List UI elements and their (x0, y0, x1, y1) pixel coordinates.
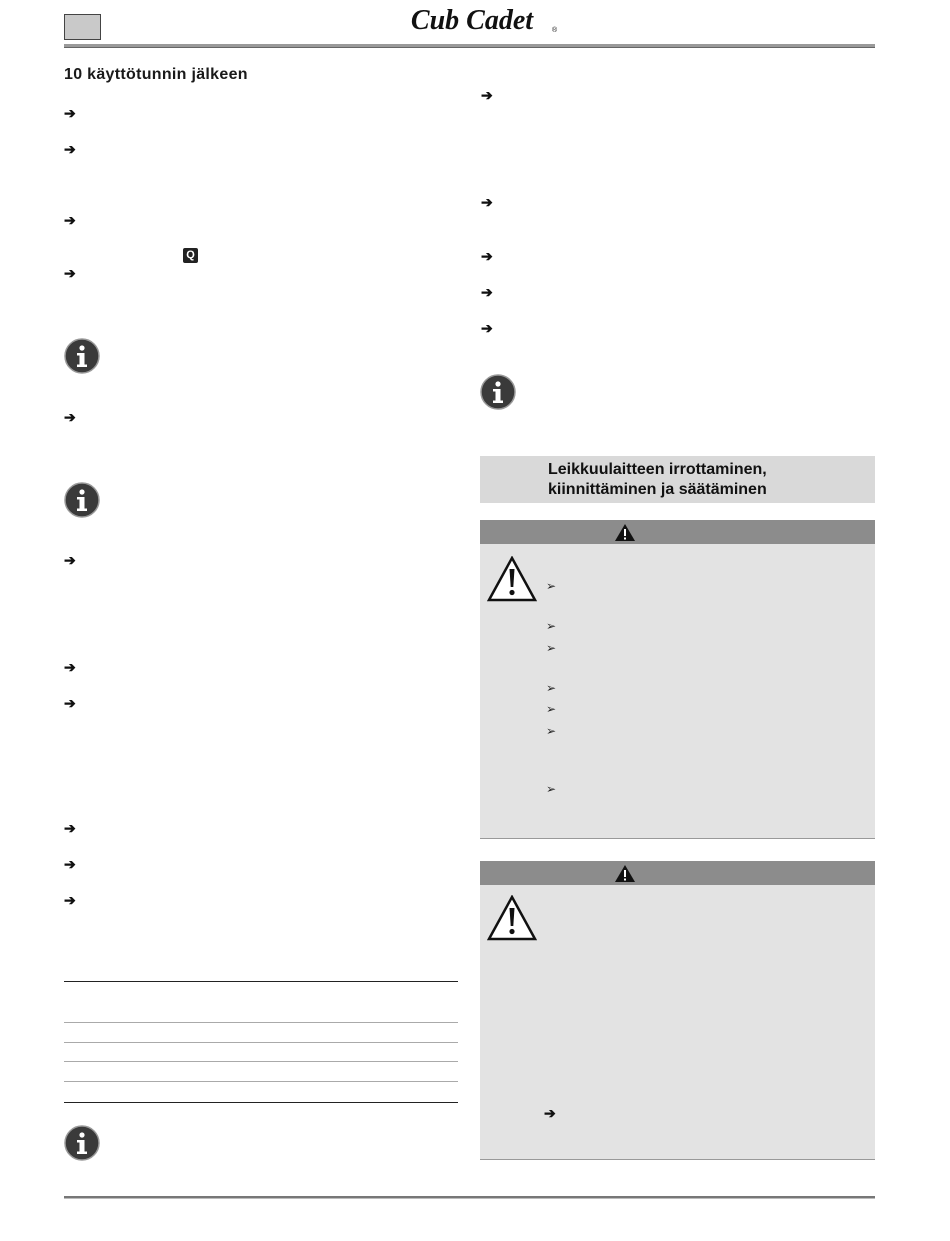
section-title-line1: Leikkuulaitteen irrottaminen, (548, 461, 767, 478)
chevron-right-icon: ➢ (546, 641, 557, 655)
arrow-icon: ➔ (544, 1105, 556, 1121)
section-heading: 10 käyttötunnin jälkeen (64, 66, 248, 83)
svg-text:®: ® (552, 27, 558, 34)
arrow-icon: ➔ (481, 194, 493, 210)
cub-cadet-logo (382, 2, 562, 38)
warning-triangle-icon (487, 556, 537, 602)
info-icon (480, 374, 516, 410)
arrow-icon: ➔ (64, 695, 76, 711)
table-bottom-rule (64, 1102, 458, 1103)
warning-small-icon (614, 523, 636, 542)
table-row-divider (64, 1061, 458, 1062)
arrow-icon: ➔ (64, 105, 76, 121)
arrow-icon: ➔ (64, 409, 76, 425)
chevron-right-icon: ➢ (546, 681, 557, 695)
warning-box (480, 544, 875, 839)
chevron-right-icon: ➢ (546, 619, 557, 633)
arrow-icon: ➔ (64, 212, 76, 228)
section-title-line2: kiinnittäminen ja säätäminen (548, 481, 767, 498)
arrow-icon: ➔ (64, 141, 76, 157)
arrow-icon: ➔ (481, 320, 493, 336)
table-top-rule (64, 981, 458, 982)
warning-triangle-icon (487, 895, 537, 941)
warning-small-icon (614, 864, 636, 883)
arrow-icon: ➔ (481, 248, 493, 264)
chevron-right-icon: ➢ (546, 724, 557, 738)
brand-text: Cub Cadet (410, 5, 534, 36)
arrow-icon: ➔ (64, 892, 76, 908)
table-row-divider (64, 1081, 458, 1082)
q-marker: Q (183, 248, 198, 263)
table-row-divider (64, 1022, 458, 1023)
page-number-badge (64, 14, 101, 40)
info-icon (64, 338, 100, 374)
footer-divider (64, 1196, 875, 1199)
arrow-icon: ➔ (64, 659, 76, 675)
warning-header-bar (480, 520, 875, 544)
arrow-icon: ➔ (64, 820, 76, 836)
info-icon (64, 1125, 100, 1161)
section-title-box (480, 456, 875, 504)
arrow-icon: ➔ (481, 284, 493, 300)
warning-box (480, 885, 875, 1160)
arrow-icon: ➔ (64, 265, 76, 281)
chevron-right-icon: ➢ (546, 782, 557, 796)
warning-header-bar (480, 861, 875, 885)
section-title (548, 460, 767, 500)
chevron-right-icon: ➢ (546, 702, 557, 716)
table-row-divider (64, 1042, 458, 1043)
arrow-icon: ➔ (64, 552, 76, 568)
arrow-icon: ➔ (481, 87, 493, 103)
chevron-right-icon: ➢ (546, 579, 557, 593)
info-icon (64, 482, 100, 518)
arrow-icon: ➔ (64, 856, 76, 872)
header-divider (64, 44, 875, 48)
